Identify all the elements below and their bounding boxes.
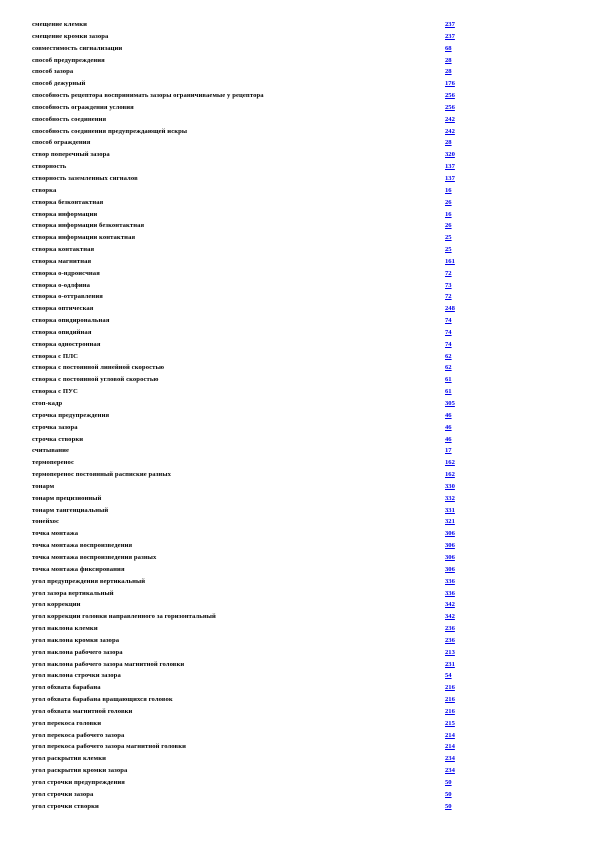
index-term: угол перекоса рабочего зазора магнитной головки [32,743,187,751]
page-number-link[interactable]: 137 [445,163,455,171]
index-entry [32,588,462,600]
index-term: створка оптическая [32,305,94,313]
index-entry [32,43,462,55]
page-number-link[interactable]: 162 [445,471,455,479]
index-entry [32,114,462,126]
index-term: створка информации безконтактная [32,222,145,230]
index-term: створ поперечный зазора [32,151,110,159]
index-term: способность соединения [32,115,107,123]
index-term: угол зазора вертикальный [32,589,114,597]
page-number-link[interactable]: 214 [445,743,455,751]
page-number-link[interactable]: 216 [445,696,455,704]
page-number-link[interactable]: 26 [445,198,452,206]
index-entry [32,232,462,244]
index-term: строчка предупреждения [32,411,110,419]
page-number-link[interactable]: 231 [445,660,455,668]
index-entry [32,102,462,114]
page-number-link[interactable]: 342 [445,601,455,609]
page-number-link[interactable]: 332 [445,494,455,502]
page-number-link[interactable]: 256 [445,103,455,111]
index-term: угол обхвата барабана вращающихся головок [32,696,173,704]
index-entry [32,256,462,268]
index-term: створка опидирональная [32,317,110,325]
index-entry [32,516,462,528]
index-term: створность [32,163,67,171]
page-number-link[interactable]: 26 [445,222,452,230]
index-entry [32,185,462,197]
index-term: угол наклона клемки [32,625,98,633]
index-entry [32,623,462,635]
index-entry [32,741,462,753]
index-term: створка с постоянной угловой скоростью [32,376,159,384]
index-term: створка о-одлфина [32,281,91,289]
page-number-link[interactable]: 46 [445,423,452,431]
page-number-link[interactable]: 306 [445,542,455,550]
index-term: угол обхвата барабана [32,684,101,692]
page-number-link[interactable]: 61 [445,388,452,396]
index-entry [32,777,462,789]
page-number-link[interactable]: 73 [445,281,452,289]
page-number-link[interactable]: 305 [445,400,455,407]
index-term: угол наклона строчки зазора [32,672,121,680]
index-term: термоперенос постоянный распиские разных [32,471,171,479]
index-entry [32,647,462,659]
page-number-link[interactable]: 236 [445,636,455,644]
index-entry [32,126,462,138]
page-number-link[interactable]: 54 [445,672,452,680]
page-number-link[interactable]: 242 [445,115,455,123]
page-number-link[interactable]: 234 [445,767,455,775]
index-entry [32,564,462,576]
page-number-link[interactable]: 74 [445,317,452,325]
index-term: угол перекоса головки [32,719,102,727]
page-number-link[interactable]: 320 [445,151,455,159]
index-entry [32,659,462,671]
index-term: способность рецептора воспринимать зазоры ограничиваемые у рецептора [32,92,264,100]
page-number-link[interactable]: 306 [445,565,455,573]
page-number-link[interactable]: 213 [445,648,455,656]
index-entry [32,374,462,386]
page-number-link[interactable]: 16 [445,186,452,194]
page-number-link[interactable]: 74 [445,340,452,348]
page-number-link[interactable]: 137 [445,174,455,182]
index-entry [32,327,462,339]
page-number-link[interactable]: 237 [445,21,455,28]
index-term: способность ограждения условия [32,103,134,111]
page-number-link[interactable]: 321 [445,518,455,526]
page-number-link[interactable]: 28 [445,139,452,147]
index-term: точка монтажа [32,530,79,538]
index-term: стоп-кадр [32,400,63,407]
index-term: угол коррекции [32,601,81,609]
page-number-link[interactable]: 17 [445,447,452,455]
index-term: смещение кромки зазора [32,32,109,40]
index-term: строчка зазора [32,423,78,431]
page-number-link[interactable]: 50 [445,790,452,798]
index-term: смещение клемки [32,21,88,28]
index-term: угол предупреждения вертикальный [32,577,146,585]
index-entry [32,351,462,363]
index-entry [32,765,462,777]
page-number-link[interactable]: 256 [445,92,455,100]
index-term: способ зазора [32,68,74,76]
index-entry [32,505,462,517]
page-number-link[interactable]: 306 [445,553,455,561]
index-term: точка монтажа воспроизведения [32,542,133,550]
index-entry [32,789,462,801]
index-entry [32,398,462,410]
index-entry [32,149,462,161]
index-term: угол строчки предупреждения [32,779,125,786]
page-number-link[interactable]: 162 [445,459,455,467]
index-entry [32,386,462,398]
index-entry [32,801,462,813]
index-entry [32,706,462,718]
page-number-link[interactable]: 176 [445,80,455,88]
index-term: створка с ПУС [32,388,78,396]
page-number-link[interactable]: 331 [445,506,455,514]
index-entry [32,362,462,374]
index-entry [32,137,462,149]
page-number-link[interactable]: 72 [445,269,452,277]
index-term: строчка створки [32,435,84,443]
index-term: угол наклона рабочего зазора [32,648,123,656]
index-term: угол раскрытия клемки [32,755,107,763]
index-entry [32,422,462,434]
index-entry [32,66,462,78]
index-list [32,19,462,813]
index-entry [32,244,462,256]
page-number-link[interactable]: 50 [445,779,452,786]
index-entry [32,19,462,31]
page-number-link[interactable]: 62 [445,352,452,360]
index-entry [32,599,462,611]
index-entry [32,694,462,706]
index-term: совместимость сигнализации [32,44,123,52]
index-term: створка магнитная [32,257,92,265]
page-number-link[interactable]: 25 [445,234,452,242]
index-term: угол обхвата магнитной головки [32,707,133,715]
index-term: угол коррекции головки направленного за горизонтальный [32,613,216,621]
page-number-link[interactable]: 214 [445,731,455,739]
index-term: угол перекоса рабочего зазора [32,731,125,739]
index-term: считывание [32,447,70,455]
index-term: створка [32,186,57,194]
index-term: створка с ПЛС [32,352,78,360]
index-entry [32,161,462,173]
index-term: створка информации [32,210,98,218]
index-entry [32,753,462,765]
page-number-link[interactable]: 248 [445,305,455,313]
page-number-link[interactable]: 215 [445,719,455,727]
index-term: створка опидийная [32,328,92,336]
page-number-link[interactable]: 336 [445,589,455,597]
index-entry [32,528,462,540]
index-term: тонарм тангенциальный [32,506,109,514]
index-term: способ ограждения [32,139,91,147]
index-term: угол наклона кромки зазора [32,636,120,644]
page-number-link[interactable]: 61 [445,376,452,384]
page-number-link[interactable]: 72 [445,293,452,301]
index-term: створка информации контактная [32,234,136,242]
index-entry [32,540,462,552]
page-number-link[interactable]: 28 [445,56,452,64]
index-entry [32,730,462,742]
index-entry [32,315,462,327]
page-number-link[interactable]: 342 [445,613,455,621]
page-number-link[interactable]: 50 [445,802,452,810]
index-entry [32,291,462,303]
index-entry [32,670,462,682]
index-entry [32,718,462,730]
index-entry [32,611,462,623]
page-number-link[interactable]: 16 [445,210,452,218]
index-entry [32,209,462,221]
index-term: створка о-оттравления [32,293,103,301]
index-entry [32,197,462,209]
page-number-link[interactable]: 242 [445,127,455,135]
index-term: угол раскрытия кромки зазора [32,767,128,775]
index-term: тонарм [32,482,55,490]
index-term: способ дежурный [32,80,86,88]
page-number-link[interactable]: 46 [445,411,452,419]
index-term: створка контактная [32,246,95,254]
page-number-link[interactable]: 46 [445,435,452,443]
page-number-link[interactable]: 236 [445,625,455,633]
index-entry [32,78,462,90]
index-entry [32,434,462,446]
page-number-link[interactable]: 25 [445,246,452,254]
index-term: точка монтажа фиксирования [32,565,125,573]
page-number-link[interactable]: 216 [445,684,455,692]
index-entry [32,280,462,292]
index-entry [32,682,462,694]
index-entry [32,635,462,647]
index-entry [32,173,462,185]
page-number-link[interactable]: 68 [445,44,452,52]
index-term: угол строчки створки [32,802,99,810]
index-term: способность соединения предупреждающей искры [32,127,188,135]
index-entry [32,481,462,493]
page-number-link[interactable]: 234 [445,755,455,763]
page-number-link[interactable]: 161 [445,257,455,265]
index-term: угол строчки зазора [32,790,94,798]
page-number-link[interactable]: 28 [445,68,452,76]
index-entry [32,576,462,588]
index-term: тонарм прецизионный [32,494,102,502]
index-entry [32,445,462,457]
page-number-link[interactable]: 336 [445,577,455,585]
index-entry [32,552,462,564]
index-term: тонейхос [32,518,60,526]
page-number-link[interactable]: 216 [445,707,455,715]
index-entry [32,493,462,505]
index-term: точка монтажа воспроизведения разных [32,553,157,561]
page-number-link[interactable]: 306 [445,530,455,538]
index-entry [32,339,462,351]
index-term: створка безконтактная [32,198,104,206]
index-entry [32,220,462,232]
index-entry [32,457,462,469]
page-number-link[interactable]: 62 [445,364,452,372]
index-term: способ предупреждения [32,56,105,64]
page-number-link[interactable]: 74 [445,328,452,336]
index-entry [32,410,462,422]
index-entry [32,268,462,280]
page-number-link[interactable]: 330 [445,482,455,490]
index-term: створка с постоянной линейной скоростью [32,364,165,372]
index-term: створность заземленных сигналов [32,174,138,182]
index-term: термоперенос [32,459,74,467]
index-entry [32,469,462,481]
index-entry [32,303,462,315]
index-term: створка одностронная [32,340,101,348]
index-entry [32,31,462,43]
page-number-link[interactable]: 237 [445,32,455,40]
index-entry [32,90,462,102]
index-term: створка о-ндроисчная [32,269,100,277]
index-term: угол наклона рабочего зазора магнитной головки [32,660,185,668]
index-entry [32,55,462,67]
